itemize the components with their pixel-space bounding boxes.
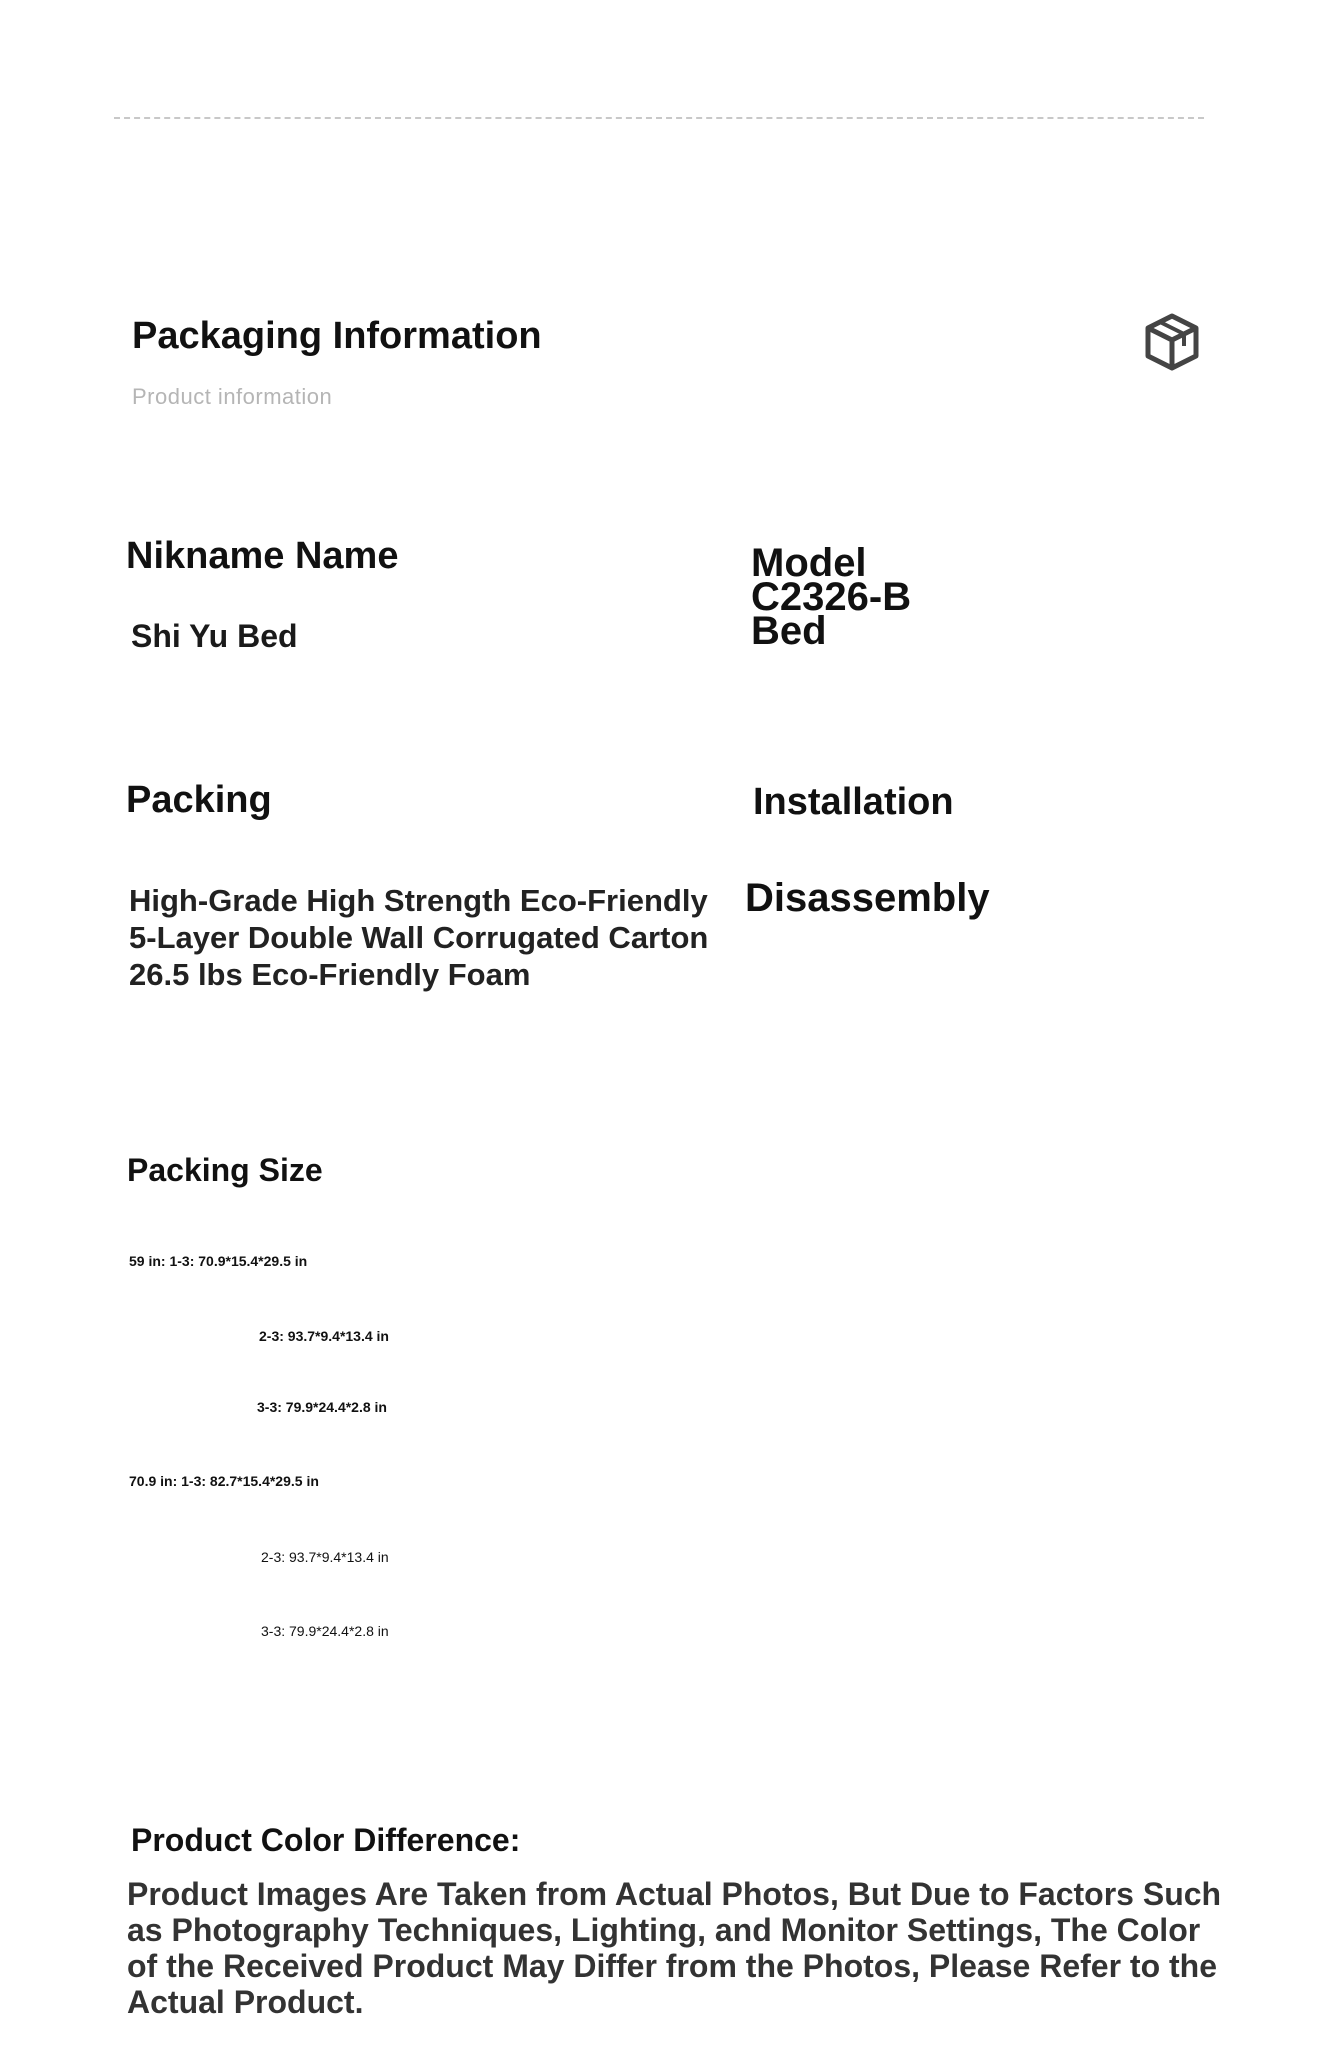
- page-title: Packaging Information: [132, 315, 542, 357]
- packing-size-line: 3-3: 79.9*24.4*2.8 in: [261, 1623, 389, 1639]
- nickname-value: Shi Yu Bed: [131, 618, 298, 654]
- packing-description: [129, 882, 708, 993]
- installation-value: Disassembly: [745, 876, 990, 920]
- nickname-label: Nikname Name: [126, 535, 399, 577]
- color-difference-body: Product Images Are Taken from Actual Photos, But Due to Factors Such as Photography Techniques, Lighting, and Monitor Settings, The Color of the Received Product May Differ from the Photos, Please Refer to the Actual Product.: [127, 1876, 1222, 2020]
- packing-line: High-Grade High Strength Eco-Friendly: [129, 883, 708, 918]
- packing-size-line: 2-3: 93.7*9.4*13.4 in: [261, 1549, 389, 1565]
- page-subtitle: Product information: [132, 384, 333, 409]
- model-number: C2326-B: [751, 575, 912, 619]
- packing-line: 26.5 lbs Eco-Friendly Foam: [129, 957, 531, 992]
- installation-label: Installation: [753, 781, 954, 823]
- packing-size-line: 3-3: 79.9*24.4*2.8 in: [257, 1399, 387, 1415]
- packing-size-line: 70.9 in: 1-3: 82.7*15.4*29.5 in: [129, 1473, 319, 1489]
- color-difference-title: Product Color Difference:: [131, 1822, 521, 1858]
- packing-size-line: 59 in: 1-3: 70.9*15.4*29.5 in: [129, 1253, 308, 1269]
- packing-line: 5-Layer Double Wall Corrugated Carton: [129, 920, 709, 955]
- package-box-icon: [1140, 310, 1204, 374]
- model-type: Bed: [751, 609, 827, 653]
- dashed-divider: [114, 117, 1204, 119]
- packing-size-line: 2-3: 93.7*9.4*13.4 in: [259, 1328, 389, 1344]
- model-block: [751, 541, 912, 653]
- packing-label: Packing: [126, 779, 272, 821]
- packing-size-label: Packing Size: [127, 1152, 323, 1188]
- model-label: Model: [751, 541, 867, 585]
